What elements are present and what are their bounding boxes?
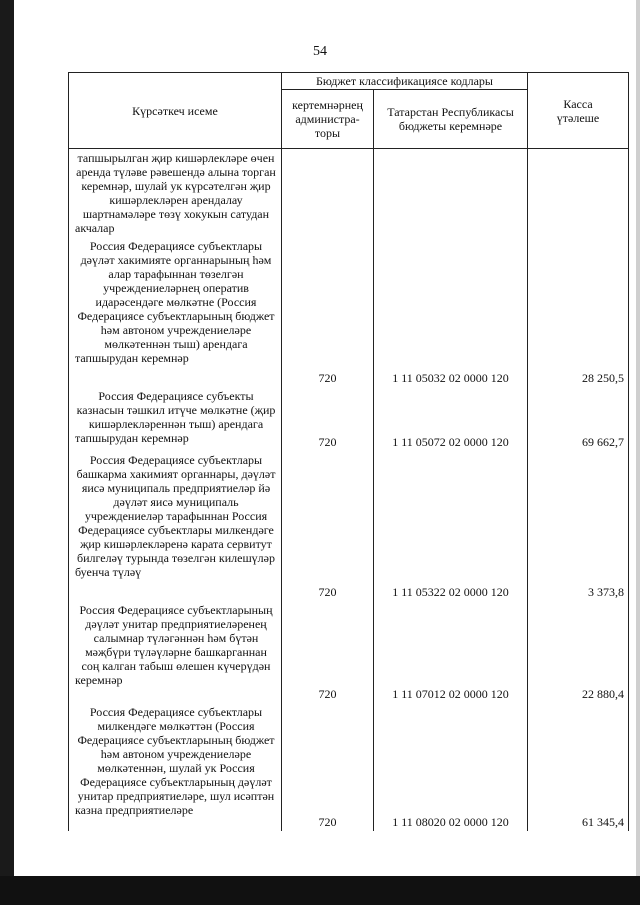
table-row <box>69 451 629 601</box>
row-name: Россия Федерациясе субъектлары башкарма хакимият органнары, дәүләт яисә муниципаль предприятиеләр йә дәүләт яисә муниципаль учреждениеләр тарафыннан Россия Федерациясе субъектлары милкендәге җир кишәрлекләренә карата сервитут билгеләү турында төзелгән килешүләр буенча түләү <box>69 451 282 601</box>
scan-bottom-edge <box>0 876 640 905</box>
table-row <box>69 703 629 831</box>
row-name: Россия Федерациясе субъектлары дәүләт хакимияте органнарының һәм алар тарафыннан төзелгән учреждениеләрнең оператив идарәсендәге мөлкәтне (Россия Федерациясе субъектларының бюджет һәм автоном учреждениеләре мөлкәтеннән тыш) арендага тапшырудан керемнәр <box>69 237 282 387</box>
header-administrator-label: кертемнәрнең администра- торы <box>292 98 363 140</box>
table-row <box>69 149 629 238</box>
header-indicator-name: Күрсәткеч исеме <box>69 73 282 149</box>
row-name: Россия Федерациясе субъектларының дәүләт унитар предприятиеләренең салымнар түләгәннән һәм бүтән мәҗбүри түләүләрне башкарганнан соң калган табыш өлешен күчерүдән керемнәр <box>69 601 282 703</box>
row-code: 1 11 08020 02 0000 120 <box>374 703 528 831</box>
row-code: 1 11 05032 02 0000 120 <box>374 237 528 387</box>
header-cash-execution <box>528 73 629 149</box>
header-budget-classification: Бюджет классификациясе кодлары <box>282 73 528 90</box>
row-amount: 22 880,4 <box>528 601 629 703</box>
header-revenue-code <box>374 90 528 149</box>
row-admin: 720 <box>282 387 374 451</box>
scan-left-edge <box>0 0 14 905</box>
row-admin: 720 <box>282 601 374 703</box>
row-name: Россия Федерациясе субъектлары милкендәге мөлкәттән (Россия Федерациясе субъектларының бюджет һәм автоном учреждениеләре мөлкәтеннән, шулай ук Россия Федерациясе субъектларының дәүләт унитар предприятиеләре, шул исәптән казна предприятиеләре <box>69 703 282 831</box>
page-number: 54 <box>313 44 327 59</box>
row-admin: 720 <box>282 237 374 387</box>
row-admin <box>282 149 374 238</box>
table-row <box>69 237 629 387</box>
header-administrator <box>282 90 374 149</box>
row-code: 1 11 07012 02 0000 120 <box>374 601 528 703</box>
header-revenue-label: Татарстан Республикасы бюджеты керемнәре <box>387 105 514 133</box>
row-amount: 69 662,7 <box>528 387 629 451</box>
row-amount: 28 250,5 <box>528 237 629 387</box>
row-code: 1 11 05322 02 0000 120 <box>374 451 528 601</box>
row-name: тапшырылган җир кишәрлекләре өчен аренда түләве рәвешендә алына торган керемнәр, шулай ук күрсәтелгән җир кишәрлекләрен арендалау шартнамәләре төзү хокукын сатудан акчалар <box>69 149 282 238</box>
header-cash-label: Касса үтәлеше <box>556 96 600 125</box>
table-row <box>69 387 629 451</box>
row-code <box>374 149 528 238</box>
row-amount: 61 345,4 <box>528 703 629 831</box>
row-code: 1 11 05072 02 0000 120 <box>374 387 528 451</box>
row-admin: 720 <box>282 451 374 601</box>
scan-right-edge <box>636 0 640 905</box>
row-admin: 720 <box>282 703 374 831</box>
table-row <box>69 601 629 703</box>
budget-table <box>68 72 629 831</box>
row-amount: 3 373,8 <box>528 451 629 601</box>
row-name: Россия Федерациясе субъекты казнасын тәшкил итүче мөлкәтне (җир кишәрлекләреннән тыш) арендага тапшырудан керемнәр <box>69 387 282 451</box>
row-amount <box>528 149 629 238</box>
